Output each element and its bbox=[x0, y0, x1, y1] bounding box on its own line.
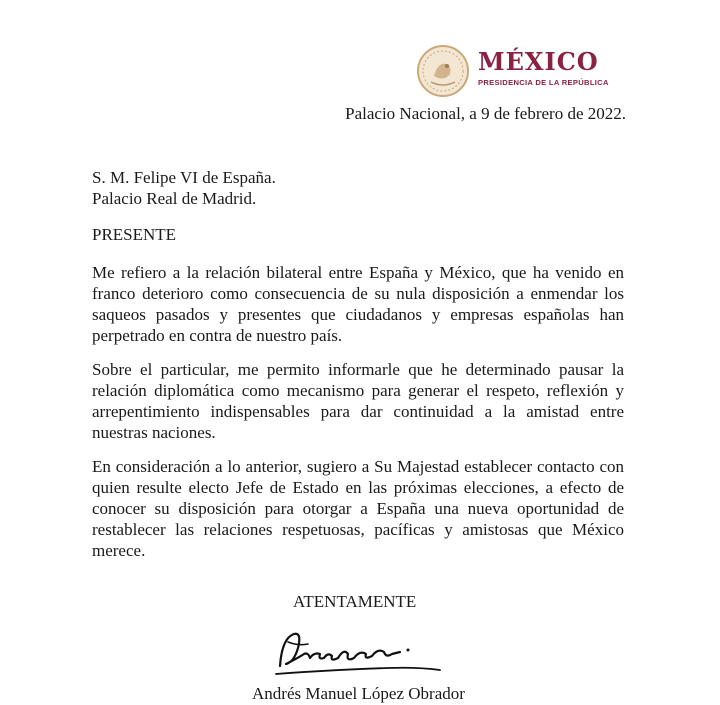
body-paragraph-2: Sobre el particular, me permito informarle que he determinado pausar la relación diplomática como mecanismo para generar el respeto, reflexión y arrepentimiento indispensables para dar continuidad a la amistad entre nuestras naciones. bbox=[92, 360, 624, 442]
addressee-line-1: S. M. Felipe VI de España. bbox=[92, 168, 276, 187]
handwritten-signature-icon bbox=[268, 618, 448, 688]
brand-block bbox=[478, 47, 609, 87]
dateline: Palacio Nacional, a 9 de febrero de 2022. bbox=[345, 104, 626, 123]
brand-name: MÉXICO bbox=[478, 47, 599, 76]
brand-subtitle: PRESIDENCIA DE LA REPÚBLICA bbox=[478, 78, 609, 87]
closing: ATENTAMENTE bbox=[293, 592, 417, 611]
body-paragraph-1: Me refiero a la relación bilateral entre España y México, que ha venido en franco deterioro como consecuencia de su nula disposición a enmendar los saqueos pasados y presentes que ciudadanos y empresas españolas han perpetrado en contra de nuestro país. bbox=[92, 263, 624, 345]
salutation: PRESENTE bbox=[92, 225, 177, 244]
body-paragraph-3: En consideración a lo anterior, sugiero a Su Majestad establecer contacto con quien resulte electo Jefe de Estado en las próximas elecciones, a efecto de conocer su disposición para otorgar a España una nueva oportunidad de restablecer las relaciones respetuosas, pacíficas y amistosas que México merece. bbox=[92, 457, 624, 560]
signer-name: Andrés Manuel López Obrador bbox=[252, 684, 465, 703]
coat-of-arms-seal-icon bbox=[416, 44, 470, 98]
addressee bbox=[92, 167, 276, 209]
letterhead bbox=[416, 44, 636, 96]
addressee-line-2: Palacio Real de Madrid. bbox=[92, 189, 257, 208]
